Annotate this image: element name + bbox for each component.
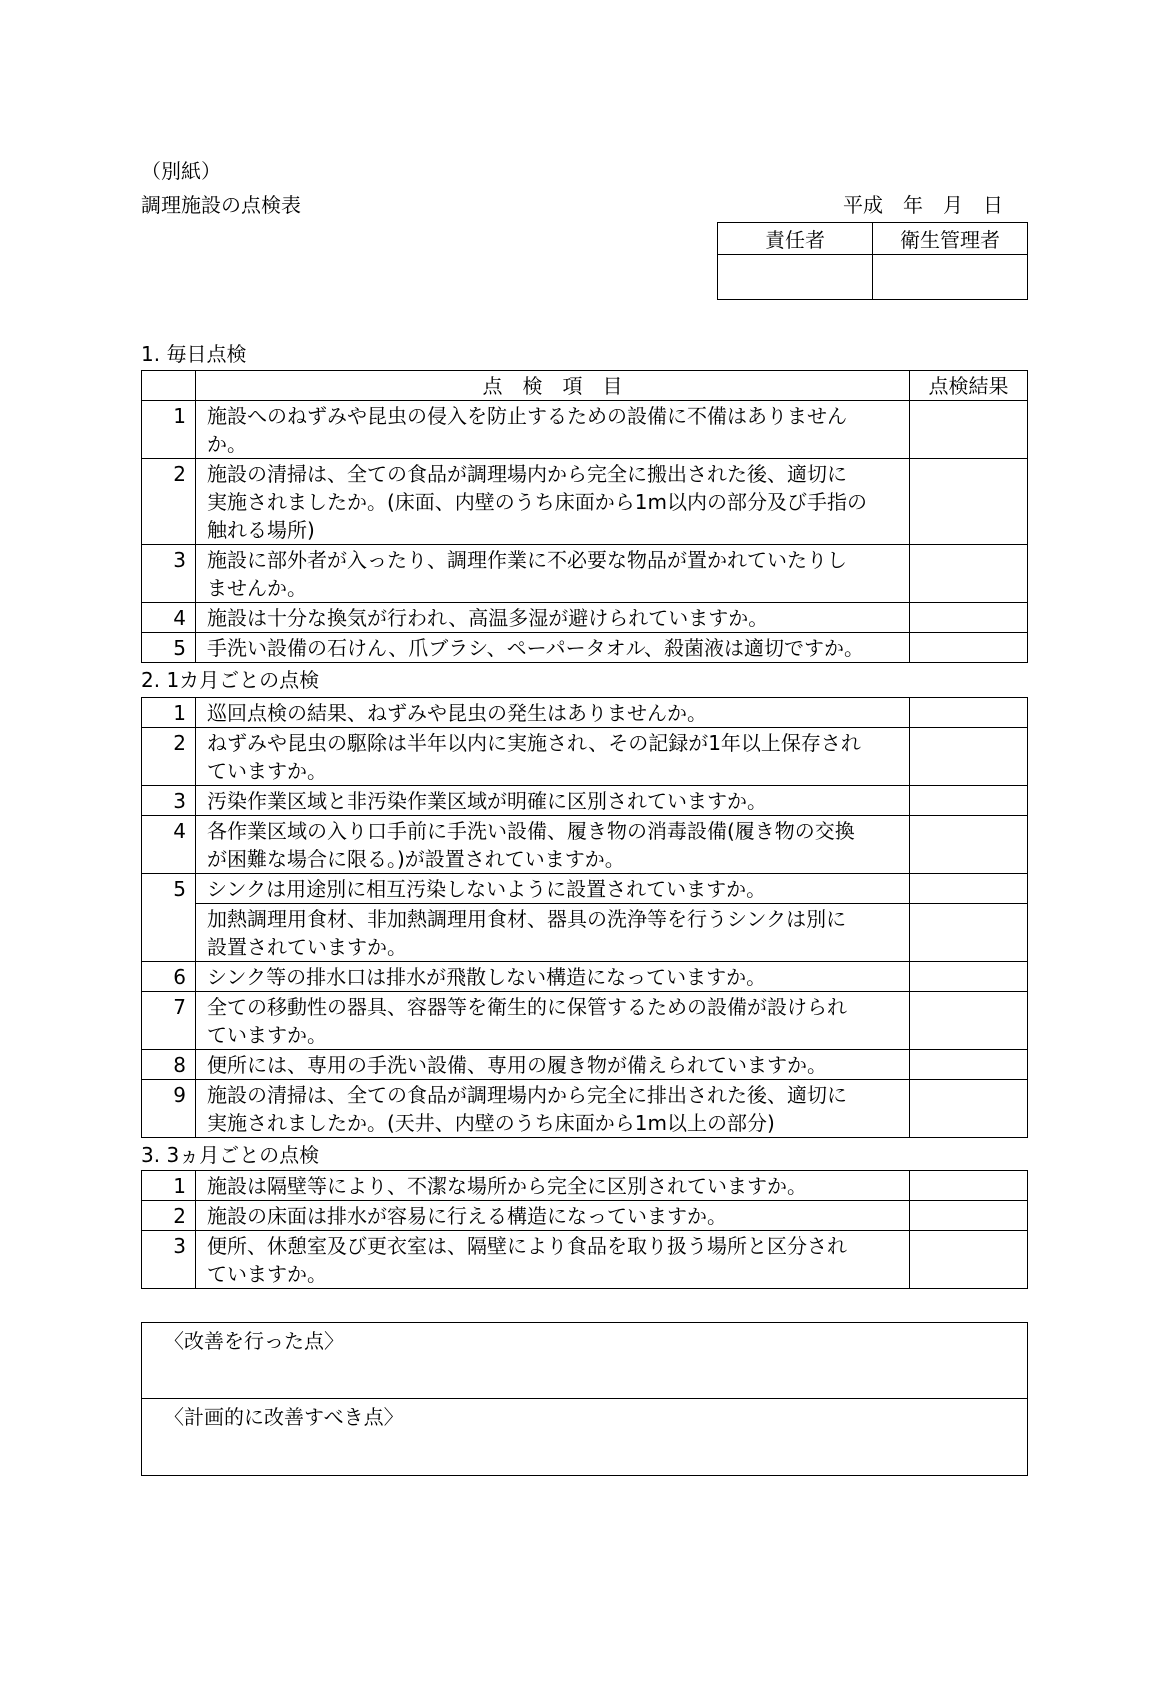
row-text: 施設に部外者が入ったり、調理作業に不必要な物品が置かれていたりし ませんか。 <box>196 545 910 603</box>
row-text: 施設の清掃は、全ての食品が調理場内から完全に排出された後、適切に 実施されましたか。(天井、内壁のうち床面から1m以上の部分) <box>196 1080 910 1138</box>
row-text: ねずみや昆虫の駆除は半年以内に実施され、その記録が1年以上保存され ていますか。 <box>196 728 910 786</box>
row-text: 手洗い設備の石けん、爪ブラシ、ペーパータオル、殺菌液は適切ですか。 <box>196 633 910 663</box>
monthly-check-table <box>141 697 1028 1138</box>
table-row <box>142 962 1028 992</box>
row-number: 2 <box>142 459 196 545</box>
result-cell[interactable] <box>910 603 1028 633</box>
result-cell[interactable] <box>910 874 1028 904</box>
hygiene-manager-stamp-cell[interactable] <box>873 255 1028 300</box>
table-row <box>142 459 1028 545</box>
row-number: 1 <box>142 698 196 728</box>
table-row <box>142 816 1028 874</box>
improved-points-label: 〈改善を行った点〉 <box>164 1329 344 1353</box>
hygiene-manager-header: 衛生管理者 <box>873 223 1028 255</box>
row-number: 9 <box>142 1080 196 1138</box>
table-row <box>142 698 1028 728</box>
row-text: 汚染作業区域と非汚染作業区域が明確に区別されていますか。 <box>196 786 910 816</box>
table-row <box>142 401 1028 459</box>
result-cell[interactable] <box>910 904 1028 962</box>
sign-table <box>717 222 1028 300</box>
row-text: 施設は十分な換気が行われ、高温多湿が避けられていますか。 <box>196 603 910 633</box>
date-field: 平成 年 月 日 <box>843 193 1003 217</box>
table-row <box>142 874 1028 904</box>
table-row <box>142 1201 1028 1231</box>
quarterly-check-table <box>141 1170 1028 1289</box>
result-cell[interactable] <box>910 459 1028 545</box>
row-text: シンクは用途別に相互汚染しないように設置されていますか。 <box>196 874 910 904</box>
responsible-stamp-cell[interactable] <box>718 255 873 300</box>
item-header: 点 検 項 目 <box>196 371 910 401</box>
improved-points-field[interactable] <box>142 1323 1027 1398</box>
result-cell[interactable] <box>910 816 1028 874</box>
result-cell[interactable] <box>910 633 1028 663</box>
page-title: 調理施設の点検表 <box>141 193 301 217</box>
result-header: 点検結果 <box>910 371 1028 401</box>
table-row <box>142 992 1028 1050</box>
table-row <box>142 603 1028 633</box>
row-text: シンク等の排水口は排水が飛散しない構造になっていますか。 <box>196 962 910 992</box>
table-row <box>142 1080 1028 1138</box>
row-number: 4 <box>142 603 196 633</box>
table-row <box>142 1050 1028 1080</box>
row-number: 8 <box>142 1050 196 1080</box>
row-number: 1 <box>142 401 196 459</box>
result-cell[interactable] <box>910 1080 1028 1138</box>
row-number: 5 <box>142 633 196 663</box>
row-text: 施設へのねずみや昆虫の侵入を防止するための設備に不備はありません か。 <box>196 401 910 459</box>
result-cell[interactable] <box>910 1171 1028 1201</box>
row-text: 全ての移動性の器具、容器等を衛生的に保管するための設備が設けられ ていますか。 <box>196 992 910 1050</box>
table-row <box>142 545 1028 603</box>
table-row <box>142 904 1028 962</box>
result-cell[interactable] <box>910 992 1028 1050</box>
result-cell[interactable] <box>910 786 1028 816</box>
result-cell[interactable] <box>910 962 1028 992</box>
row-text: 施設の清掃は、全ての食品が調理場内から完全に搬出された後、適切に 実施されましたか。(床面、内壁のうち床面から1m以内の部分及び手指の 触れる場所) <box>196 459 910 545</box>
row-number: 2 <box>142 1201 196 1231</box>
result-cell[interactable] <box>910 1231 1028 1289</box>
table-row <box>142 786 1028 816</box>
responsible-header: 責任者 <box>718 223 873 255</box>
row-number: 3 <box>142 786 196 816</box>
table-row <box>142 1171 1028 1201</box>
row-text: 施設の床面は排水が容易に行える構造になっていますか。 <box>196 1201 910 1231</box>
result-cell[interactable] <box>910 401 1028 459</box>
section-title: 1. 毎日点検 <box>141 342 247 366</box>
row-number: 5 <box>142 874 196 962</box>
result-cell[interactable] <box>910 1201 1028 1231</box>
row-number: 3 <box>142 1231 196 1289</box>
row-text: 便所には、専用の手洗い設備、専用の履き物が備えられていますか。 <box>196 1050 910 1080</box>
row-number: 2 <box>142 728 196 786</box>
row-text: 各作業区域の入り口手前に手洗い設備、履き物の消毒設備(履き物の交換 が困難な場合に限る。)が設置されていますか。 <box>196 816 910 874</box>
planned-improvements-field[interactable] <box>142 1398 1027 1475</box>
row-text: 便所、休憩室及び更衣室は、隔壁により食品を取り扱う場所と区分され ていますか。 <box>196 1231 910 1289</box>
row-number: 4 <box>142 816 196 874</box>
row-number: 1 <box>142 1171 196 1201</box>
result-cell[interactable] <box>910 1050 1028 1080</box>
result-cell[interactable] <box>910 728 1028 786</box>
daily-check-table <box>141 370 1028 663</box>
row-number: 7 <box>142 992 196 1050</box>
attachment-label: （別紙） <box>141 159 221 183</box>
notes-box <box>141 1322 1028 1476</box>
table-row <box>142 633 1028 663</box>
result-cell[interactable] <box>910 698 1028 728</box>
row-number: 6 <box>142 962 196 992</box>
table-row <box>142 1231 1028 1289</box>
row-text: 巡回点検の結果、ねずみや昆虫の発生はありませんか。 <box>196 698 910 728</box>
row-text: 施設は隔壁等により、不潔な場所から完全に区別されていますか。 <box>196 1171 910 1201</box>
section-title: 2. 1カ月ごとの点検 <box>141 668 320 692</box>
table-row <box>142 728 1028 786</box>
planned-improvements-label: 〈計画的に改善すべき点〉 <box>164 1405 404 1429</box>
result-cell[interactable] <box>910 545 1028 603</box>
header-blank <box>142 371 196 401</box>
row-text: 加熱調理用食材、非加熱調理用食材、器具の洗浄等を行うシンクは別に 設置されていますか。 <box>196 904 910 962</box>
section-title: 3. 3ヵ月ごとの点検 <box>141 1143 320 1167</box>
row-number: 3 <box>142 545 196 603</box>
